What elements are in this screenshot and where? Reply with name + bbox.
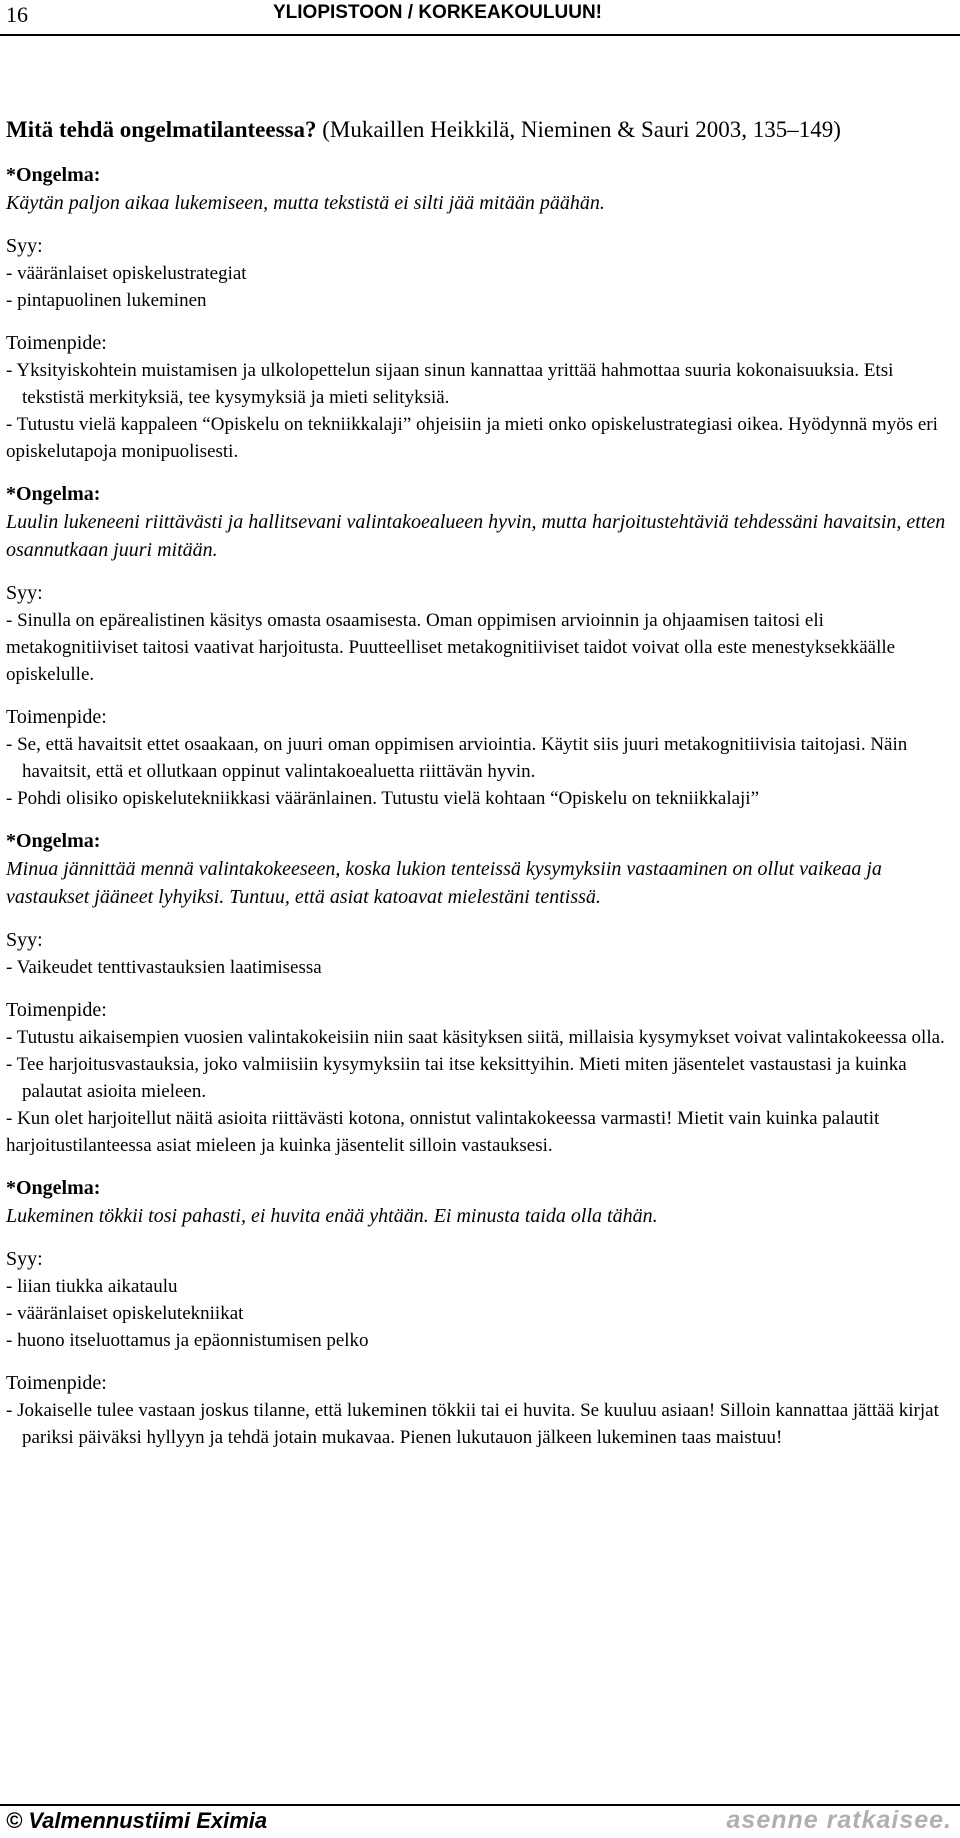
cause-item: - vääränlaiset opiskelutekniikat [6,1303,244,1324]
cause-section [6,232,950,314]
problem-block [6,161,950,465]
action-item: - Tutustu vielä kappaleen “Opiskelu on tekniikkalaji” ohjeisiin ja mieti onko opiskelustrategiasi oikea. Hyödynnä myös eri opiskelutapoja monipuolisesti. [6,414,938,462]
problem-label: *Ongelma: [6,164,101,186]
cause-section [6,926,950,981]
copyright-text: © Valmennustiimi Eximia [6,1808,268,1833]
problem-label: *Ongelma: [6,483,101,505]
page-number: 16 [6,2,28,27]
action-label: Toimenpide: [6,999,107,1021]
section-title [6,114,950,146]
problem-section [6,1174,950,1230]
action-section [6,996,950,1159]
problem-block [6,827,950,1159]
cause-item: - pintapuolinen lukeminen [6,290,207,311]
problem-text: Käytän paljon aikaa lukemiseen, mutta tekstistä ei silti jää mitään päähän. [6,192,605,214]
action-item: - Kun olet harjoitellut näitä asioita riittävästi kotona, onnistut valintakokeessa varmasti! Mietit vain kuinka palautit harjoitustilanteessa asiat mieleen ja kuinka jäsentelit silloin vastauksesi. [6,1108,880,1156]
problem-section [6,480,950,564]
action-item: - Jokaiselle tulee vastaan joskus tilanne, että lukeminen tökkii tai ei huvita. Se kuuluu asiaan! Silloin kannattaa jättää kirjat pariksi päiväksi hyllyyn ja tehdä jotain mukavaa. Pienen lukutauon jälkeen lukeminen taas maistuu! [6,1400,939,1448]
section-title-main: Mitä tehdä ongelmatilanteessa? [6,117,317,142]
action-section [6,329,950,465]
cause-label: Syy: [6,235,43,257]
cause-section [6,579,950,688]
header-rule [0,34,960,36]
cause-section [6,1245,950,1354]
action-section [6,703,950,812]
problem-text: Lukeminen tökkii tosi pahasti, ei huvita enää yhtään. Ei minusta taida olla tähän. [6,1205,658,1227]
action-label: Toimenpide: [6,706,107,728]
action-item: - Tee harjoitusvastauksia, joko valmiisiin kysymyksiin tai itse keksittyihin. Mieti miten jäsentelet vastaustasi ja kuinka palautat asioita mieleen. [6,1054,907,1102]
problem-label: *Ongelma: [6,830,101,852]
running-title: YLIOPISTOON / KORKEAKOULUUN! [273,2,602,23]
cause-item: - Vaikeudet tenttivastauksien laatimisessa [6,957,322,978]
cause-label: Syy: [6,929,43,951]
action-item: - Yksityiskohtein muistamisen ja ulkolopettelun sijaan sinun kannattaa yrittää hahmottaa suuria kokonaisuuksia. Etsi tekstistä merkityksiä, tee kysymyksiä ja mieti selityksiä. [6,360,894,408]
cause-item: - Sinulla on epärealistinen käsitys omasta osaamisesta. Oman oppimisen arvioinnin ja ohjaamisen taitosi eli metakognitiiviset taitosi vaativat harjoitusta. Puutteelliset metakognitiiviset taidot voivat olla este menestyksekkäälle opiskelulle. [6,610,896,685]
action-item: - Tutustu aikaisempien vuosien valintakokeisiin niin saat käsityksen siitä, millaisia kysymykset voivat valintakokeessa olla. [6,1027,945,1048]
section-title-reference: (Mukaillen Heikkilä, Nieminen & Sauri 2003, 135–149) [322,117,841,142]
cause-label: Syy: [6,1248,43,1270]
action-item: - Se, että havaitsit ettet osaakaan, on juuri oman oppimisen arviointia. Käytit siis juuri metakognitiivisia taitojasi. Näin havaitsit, että et ollutkaan oppinut valintakoealuetta riittävän hyvin. [6,734,908,782]
action-item: - Pohdi olisiko opiskelutekniikkasi vääränlainen. Tutustu vielä kohtaan “Opiskelu on tekniikkalaji” [6,788,760,809]
action-label: Toimenpide: [6,1372,107,1394]
cause-item: - huono itseluottamus ja epäonnistumisen pelko [6,1330,369,1351]
problem-text: Minua jännittää mennä valintakokeeseen, koska lukion tenteissä kysymyksiin vastaaminen on ollut vaikeaa ja vastaukset jääneet lyhyiksi. Tuntuu, että asiat katoavat mielestäni tentissä. [6,858,882,908]
cause-label: Syy: [6,582,43,604]
action-label: Toimenpide: [6,332,107,354]
problem-block [6,1174,950,1451]
action-section [6,1369,950,1451]
problem-label: *Ongelma: [6,1177,101,1199]
cause-item: - liian tiukka aikataulu [6,1276,178,1297]
page-footer [0,1808,960,1838]
problem-blocks [6,161,950,1451]
problem-section [6,161,950,217]
cause-item: - vääränlaiset opiskelustrategiat [6,263,247,284]
slogan-logo: asenne ratkaisee. [726,1806,952,1834]
page-header [0,0,960,36]
page-content [6,114,950,1451]
problem-block [6,480,950,812]
problem-section [6,827,950,911]
problem-text: Luulin lukeneeni riittävästi ja hallitsevani valintakoealueen hyvin, mutta harjoitustehtäviä tehdessäni havaitsin, etten osannutkaan juuri mitään. [6,511,946,561]
